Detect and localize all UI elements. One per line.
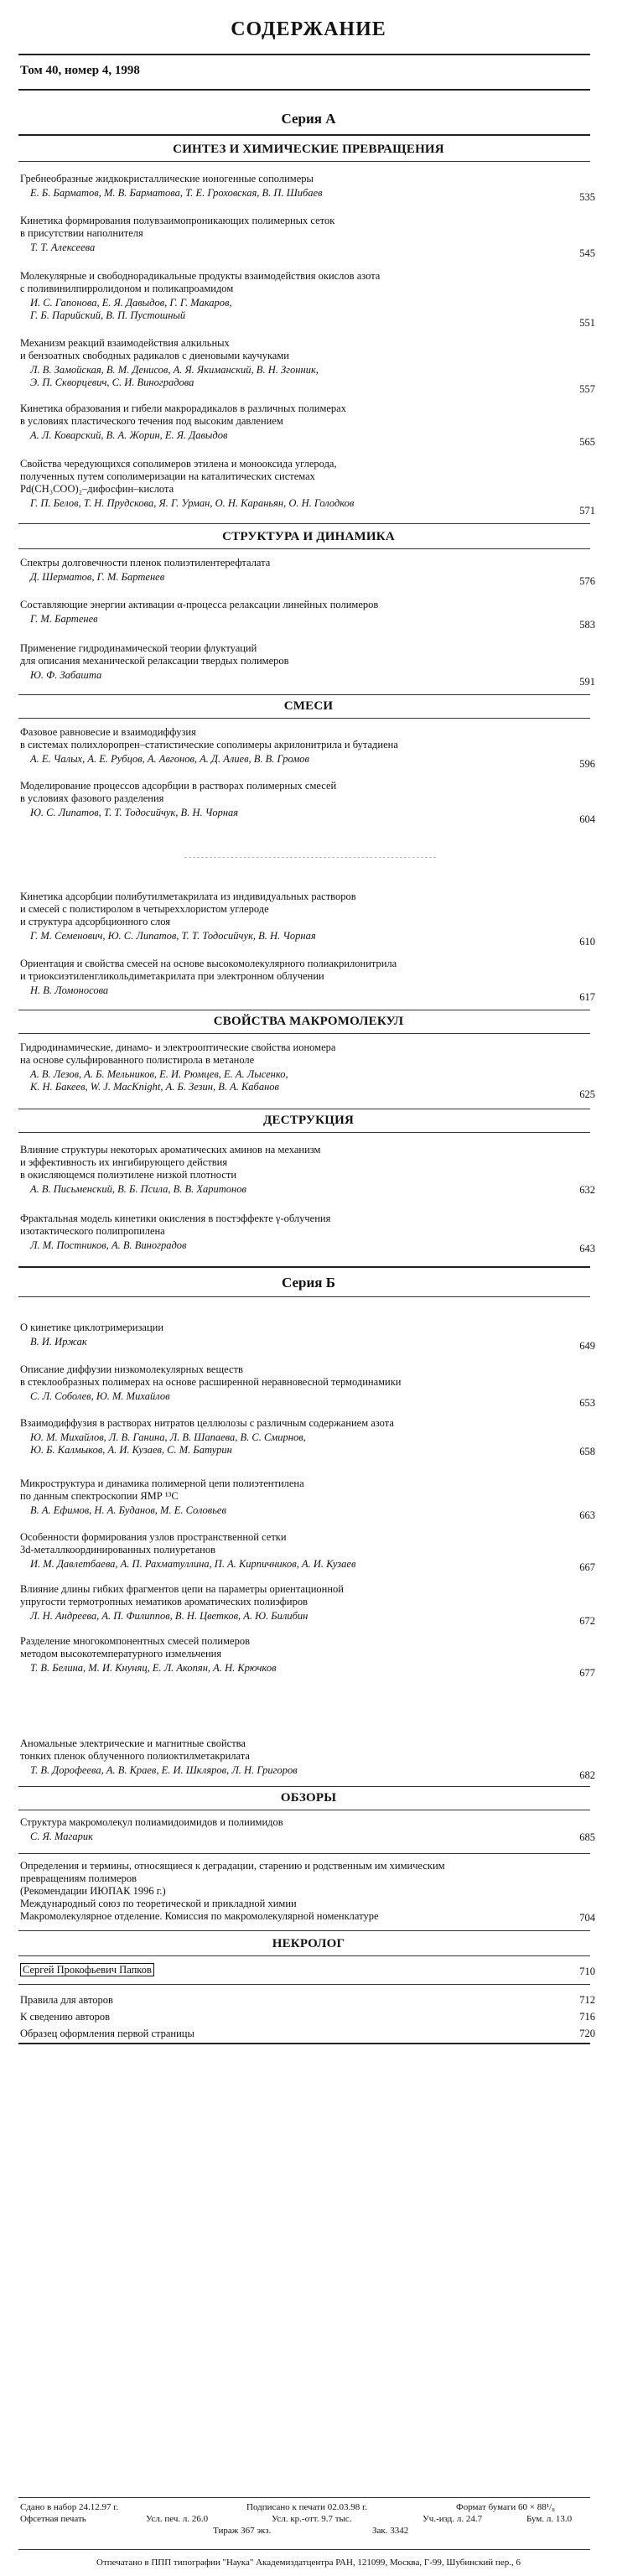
- entry-authors: Ю. М. Михайлов, Л. В. Ганина, Л. В. Шапаева, В. С. Смирнов, Ю. Б. Калмыков, А. И. Кузаев, С. М. Батурин: [30, 1431, 306, 1456]
- entry-authors: И. М. Давлетбаева, А. П. Рахматуллина, П. А. Кирпичников, А. И. Кузаев: [30, 1558, 356, 1570]
- entry-title: Структура макромолекул полиамидоимидов и полиимидов: [20, 1816, 283, 1828]
- divider: [18, 89, 590, 91]
- entry-authors: Е. Б. Барматов, М. В. Барматова, Т. Е. Гроховская, В. П. Шибаев: [30, 187, 323, 199]
- toc-entry[interactable]: [20, 726, 563, 766]
- toc-entry[interactable]: [20, 1860, 563, 1923]
- entry-title: Гребнеобразные жидкокристаллические ионогенные сополимеры: [20, 173, 314, 184]
- entry-authors: Г. М. Бартенев: [30, 613, 98, 625]
- toc-entry[interactable]: [20, 1531, 563, 1571]
- toc-entry[interactable]: [20, 402, 563, 442]
- entry-title: Микроструктура и динамика полимерной цепи полиэтентилена по данным спектроскопии ЯМР ¹³C: [20, 1478, 304, 1502]
- entry-page: 677: [579, 1667, 595, 1679]
- entry-authors: Т. В. Дорофеева, А. В. Краев, Е. И. Шкляров, Л. Н. Григоров: [30, 1764, 298, 1776]
- section-synthesis: СИНТЕЗ И ХИМИЧЕСКИЕ ПРЕВРАЩЕНИЯ: [173, 143, 444, 156]
- entry-title: Свойства чередующихся сополимеров этилена и монооксида углерода, полученных путем сополимеризации на каталитических системах Pd(CH₃COO)₂–дифосфин–кислота: [20, 458, 337, 495]
- divider: [18, 1853, 590, 1854]
- entry-page: 591: [579, 676, 595, 688]
- entry-title: Аномальные электрические и магнитные свойства тонких пленок облученного полиоктилметакрилата: [20, 1737, 250, 1762]
- entry-authors: С. Л. Соболев, Ю. М. Михайлов: [30, 1390, 170, 1402]
- imprint-text: Зак. 3342: [372, 2526, 409, 2536]
- divider: [18, 1984, 590, 1985]
- entry-title: Кинетика формирования полувзаимопроникающих полимерных сеток в присутствии наполнителя: [20, 215, 335, 239]
- entry-title: Фрактальная модель кинетики окисления в постэффекте γ-облучения изотактического полипропилена: [20, 1213, 331, 1237]
- toc-entry[interactable]: [20, 458, 563, 510]
- toc-entry[interactable]: [20, 173, 563, 200]
- entry-title: Составляющие энергии активации α-процесса релаксации линейных полимеров: [20, 599, 379, 610]
- printer-note: Отпечатано в ППП типографии "Наука" Академиздатцентра РАН, 121099, Москва, Г-99, Шубинский пер., 6: [96, 2558, 521, 2568]
- toc-entry[interactable]: [20, 642, 563, 682]
- entry-title: Кинетика адсорбции полибутилметакрилата из индивидуальных растворов и смесей с полистиролом в четыреххлористом углероде и структура адсорбционного слоя: [20, 891, 356, 927]
- entry-authors: Л. В. Замойская, В. М. Денисов, А. Я. Якиманский, В. Н. Згонник, Э. П. Скворцевич, С. И. Виноградова: [30, 364, 319, 388]
- page-title: СОДЕРЖАНИЕ: [231, 18, 386, 40]
- entry-authors: А. Е. Чалых, А. Е. Рубцов, А. Авгонов, А. Д. Алиев, В. В. Громов: [30, 753, 309, 765]
- entry-page: 685: [579, 1831, 595, 1843]
- divider: [18, 1786, 590, 1787]
- series-a-heading: Серия А: [281, 111, 336, 127]
- entry-authors: Ю. Ф. Забашта: [30, 669, 102, 681]
- entry-page: 649: [579, 1340, 595, 1352]
- entry-authors: А. В. Письменский, В. Б. Псила, В. В. Харитонов: [30, 1183, 246, 1195]
- toc-entry[interactable]: [20, 1635, 563, 1675]
- divider: [18, 548, 590, 549]
- toc-entry[interactable]: [20, 1213, 563, 1252]
- imprint-text: Усл. печ. л. 26.0: [146, 2514, 209, 2524]
- entry-page: 565: [579, 436, 595, 448]
- entry-authors: А. Л. Коварский, В. А. Жорин, Е. Я. Давыдов: [30, 429, 228, 441]
- imprint-text: Уч.-изд. л. 24.7: [423, 2514, 483, 2524]
- entry-page: 658: [579, 1446, 595, 1457]
- entry-title: Разделение многокомпонентных смесей полимеров методом высокотемпературного измельчения: [20, 1635, 250, 1659]
- toc-entry[interactable]: [20, 599, 563, 626]
- toc-entry[interactable]: [20, 1417, 563, 1457]
- entry-title: Влияние длины гибких фрагментов цепи на параметры ориентационной упругости термотропных нематиков ароматических полиэфиров: [20, 1583, 344, 1607]
- entry-authors: Г. П. Белов, Т. Н. Прудскова, Я. Г. Урман, О. Н. Караньян, О. Н. Голодков: [30, 497, 355, 509]
- entry-page: 704: [579, 1912, 595, 1924]
- entry-page: 632: [579, 1184, 595, 1196]
- entry-page: 545: [579, 247, 595, 259]
- entry-authors: В. А. Ефимов, Н. А. Буданов, М. Е. Соловьев: [30, 1504, 226, 1516]
- divider: [18, 694, 590, 695]
- divider: [18, 134, 590, 136]
- entry-title: Моделирование процессов адсорбции в растворах полимерных смесей в условиях фазового разделения: [20, 780, 337, 804]
- divider: [18, 1296, 590, 1297]
- entry-title: Механизм реакций взаимодействия алкильных и бензоатных свободных радикалов с диеновыми каучуками: [20, 337, 289, 361]
- entry-authors: Г. М. Семенович, Ю. С. Липатов, Т. Т. Тодосийчук, В. Н. Чорная: [30, 930, 316, 942]
- entry-page: 667: [579, 1561, 595, 1573]
- entry-title: К сведению авторов: [20, 2011, 111, 2023]
- toc-entry[interactable]: [20, 1737, 563, 1777]
- toc-entry[interactable]: [20, 1041, 563, 1093]
- divider: [18, 2497, 590, 2498]
- toc-entry[interactable]: [20, 1816, 563, 1843]
- toc-entry[interactable]: [20, 1144, 563, 1196]
- entry-title: Влияние структуры некоторых ароматических аминов на механизм и эффективность их ингибирующего действия в окисляющемся полиэтилене низкой плотности: [20, 1144, 321, 1181]
- imprint-text: Тираж 367 экз.: [213, 2526, 272, 2536]
- entry-page: 576: [579, 575, 595, 587]
- divider: [18, 1132, 590, 1133]
- imprint-text: Бум. л. 13.0: [526, 2514, 573, 2524]
- entry-title: Спектры долговечности пленок полиэтилентерефталата: [20, 557, 271, 569]
- divider: [18, 523, 590, 524]
- entry-title: Взаимодиффузия в растворах нитратов целлюлозы с различным содержанием азота: [20, 1417, 394, 1429]
- entry-authors: В. И. Иржак: [30, 1336, 87, 1348]
- entry-page: 672: [579, 1615, 595, 1627]
- entry-page: 625: [579, 1088, 595, 1100]
- entry-authors: Ю. С. Липатов, Т. Т. Тодосийчук, В. Н. Чорная: [30, 807, 239, 818]
- entry-authors: Т. В. Белина, М. И. Кнуняц, Е. Л. Акопян, А. Н. Крючков: [30, 1662, 277, 1674]
- entry-page: 571: [579, 505, 595, 517]
- entry-title: Применение гидродинамической теории флуктуаций для описания механической релаксации твердых полимеров: [20, 642, 289, 667]
- toc-entry[interactable]: [20, 2028, 563, 2040]
- series-b-heading: Серия Б: [282, 1275, 335, 1291]
- section-reviews: ОБЗОРЫ: [280, 1791, 337, 1805]
- entry-authors: С. Я. Магарик: [30, 1831, 94, 1842]
- divider: [18, 2043, 590, 2044]
- entry-title: Определения и термины, относящиеся к деградации, старению и родственным им химическим превращениям полимеров (Рекомендации ИЮПАК 1996 г.) Международный союз по теоретической и прикладной химии Макромолекулярное отделение. Комиссия по макромолекулярной номенклатуре: [20, 1860, 445, 1922]
- entry-page: 557: [579, 383, 595, 395]
- entry-title: Молекулярные и свободнорадикальные продукты взаимодействия окислов азота с поливинилпирролидоном и поликапроамидом: [20, 270, 381, 294]
- section-structure: СТРУКТУРА И ДИНАМИКА: [222, 530, 395, 543]
- entry-authors: Д. Шерматов, Г. М. Бартенев: [30, 571, 165, 583]
- entry-page: 535: [579, 191, 595, 203]
- section-blends: СМЕСИ: [283, 699, 334, 713]
- entry-page: 617: [579, 991, 595, 1003]
- entry-title: О кинетике циклотримеризации: [20, 1322, 164, 1333]
- toc-entry[interactable]: [20, 1994, 563, 2007]
- imprint-text: Подписано к печати 02.03.98 г.: [246, 2502, 367, 2512]
- entry-page: 583: [579, 619, 595, 631]
- toc-entry[interactable]: [20, 1583, 563, 1623]
- entry-authors: Л. М. Постников, А. В. Виноградов: [30, 1239, 187, 1251]
- toc-entry[interactable]: [20, 1478, 563, 1517]
- entry-page: 682: [579, 1769, 595, 1781]
- divider: [18, 1930, 590, 1931]
- toc-entry[interactable]: [20, 891, 563, 943]
- entry-page: 643: [579, 1243, 595, 1254]
- entry-page: 710: [579, 1966, 595, 1977]
- toc-entry[interactable]: [20, 215, 563, 254]
- entry-authors: Т. Т. Алексеева: [30, 242, 96, 253]
- toc-entry[interactable]: [20, 270, 563, 322]
- entry-page: 604: [579, 813, 595, 825]
- divider: [18, 161, 590, 162]
- entry-authors: И. С. Гапонова, Е. Я. Давыдов, Г. Г. Макаров, Г. Б. Парийский, В. П. Пустошный: [30, 297, 232, 321]
- entry-title: Правила для авторов: [20, 1994, 113, 2006]
- entry-authors: Л. Н. Андреева, А. П. Филиппов, В. Н. Цветков, А. Ю. Билибин: [30, 1610, 308, 1622]
- section-obituary: НЕКРОЛОГ: [272, 1937, 345, 1950]
- entry-page: 663: [579, 1509, 595, 1521]
- entry-page: 720: [579, 2028, 595, 2039]
- toc-entry[interactable]: [20, 1322, 563, 1348]
- entry-title: Образец оформления первой страницы: [20, 2028, 194, 2039]
- entry-authors: А. В. Лезов, А. Б. Мельников, Е. И. Рюмцев, Е. А. Лысенко, К. Н. Бакеев, W. J. MacKnight, А. Б. Зезин, В. А. Кабанов: [30, 1068, 288, 1093]
- entry-title: Фазовое равновесие и взаимодиффузия в системах полихлоропрен–статистические сополимеры акрилонитрила и бутадиена: [20, 726, 398, 750]
- entry-page: 551: [579, 317, 595, 329]
- entry-title: Сергей Прокофьевич Папков: [20, 1963, 154, 1976]
- toc-entry[interactable]: [20, 1363, 563, 1403]
- entry-page: 610: [579, 936, 595, 948]
- divider: [18, 54, 590, 55]
- scan-artifact: [184, 857, 436, 858]
- divider: [18, 1033, 590, 1034]
- divider: [18, 1955, 590, 1956]
- toc-entry[interactable]: [20, 557, 563, 584]
- entry-title: Ориентация и свойства смесей на основе высокомолекулярного полиакрилонитрила и триоксиэтиленгликольдиметакрилата при электронном облучении: [20, 958, 397, 982]
- toc-entry[interactable]: [20, 780, 563, 819]
- toc-entry[interactable]: [20, 958, 563, 997]
- imprint-text: Сдано в набор 24.12.97 г.: [20, 2502, 119, 2512]
- toc-entry[interactable]: [20, 1964, 563, 1976]
- imprint-text: Усл. кр.-отт. 9.7 тыс.: [272, 2514, 352, 2524]
- entry-page: 596: [579, 758, 595, 770]
- imprint-text: Офсетная печать: [20, 2514, 86, 2524]
- section-destruction: ДЕСТРУКЦИЯ: [262, 1114, 354, 1127]
- section-properties: СВОЙСТВА МАКРОМОЛЕКУЛ: [213, 1015, 404, 1028]
- divider: [18, 718, 590, 719]
- entry-title: Кинетика образования и гибели макрорадикалов в различных полимерах в условиях пластического течения под высоким давлением: [20, 402, 346, 427]
- imprint-text: Формат бумаги 60 × 88¹/₈: [456, 2502, 555, 2512]
- divider: [18, 1266, 590, 1268]
- entry-title: Гидродинамические, динамо- и электрооптические свойства иономера на основе сульфированного полистирола в метаноле: [20, 1041, 336, 1066]
- entry-authors: Н. В. Ломоносова: [30, 984, 109, 996]
- issue-label: Том 40, номер 4, 1998: [20, 64, 140, 77]
- entry-title: Особенности формирования узлов пространственной сетки 3d-металлкоординированных полиуретанов: [20, 1531, 287, 1555]
- entry-page: 716: [579, 2011, 595, 2023]
- entry-page: 712: [579, 1994, 595, 2006]
- divider: [18, 2549, 590, 2550]
- toc-entry[interactable]: [20, 2011, 563, 2023]
- toc-entry[interactable]: [20, 337, 563, 389]
- entry-title: Описание диффузии низкомолекулярных веществ в стеклообразных полимерах на основе расширенной неравновесной термодинамики: [20, 1363, 402, 1388]
- entry-page: 653: [579, 1397, 595, 1409]
